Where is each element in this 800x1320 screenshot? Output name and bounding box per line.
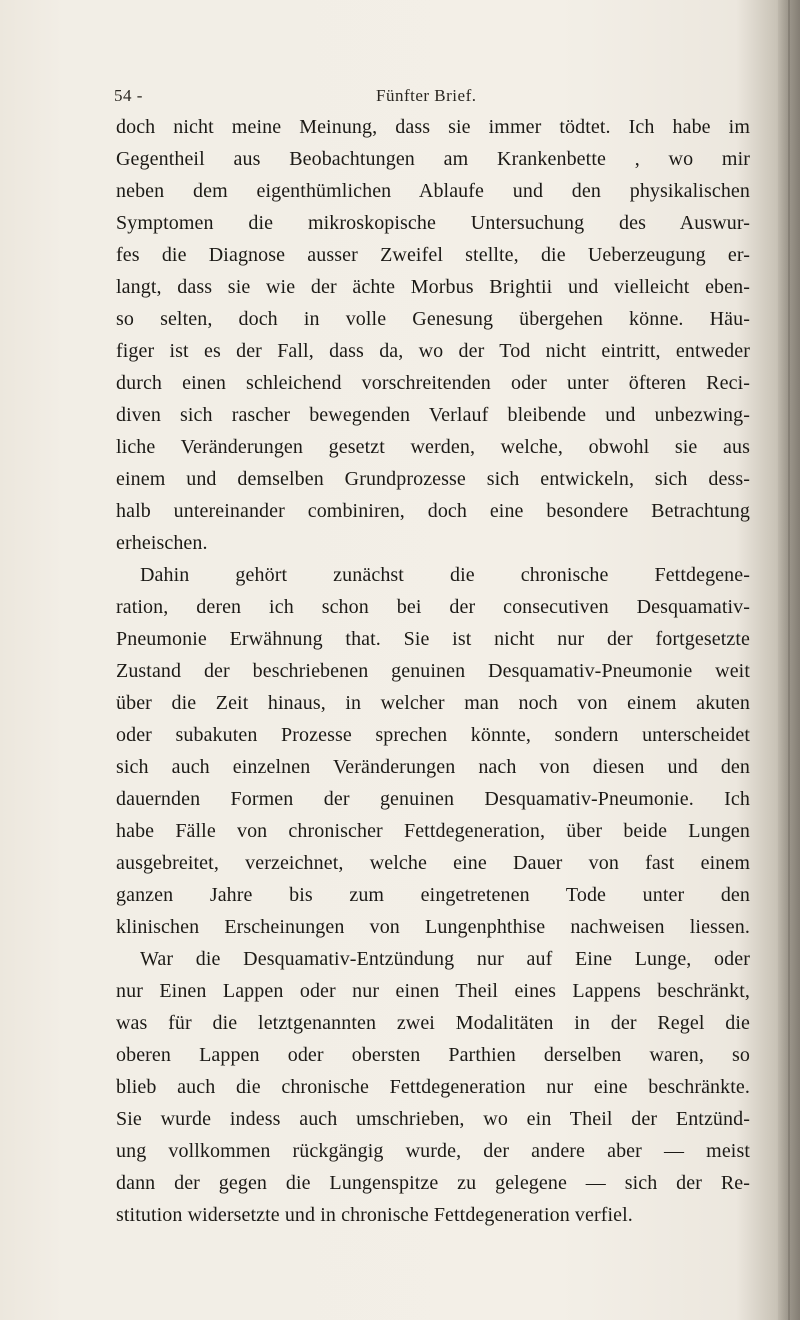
text-line: ausgebreitet, verzeichnet, welche eine Dauer von fast einem [116,852,750,874]
text-line: langt, dass sie wie der ächte Morbus Brightii und vielleicht eben- [116,276,750,298]
running-title: Fünfter Brief. [376,86,477,105]
page-edge [788,0,790,1320]
text-line: Dahin gehört zunächst die chronische Fettdegene- [140,564,750,586]
text-line: oder subakuten Prozesse sprechen könnte, sondern unterscheidet [116,724,750,746]
text-line: Sie wurde indess auch umschrieben, wo ein Theil der Entzünd- [116,1108,750,1130]
text-line: Pneumonie Erwähnung that. Sie ist nicht nur der fortgesetzte [116,628,750,650]
text-line: fes die Diagnose ausser Zweifel stellte, die Ueberzeugung er- [116,244,750,266]
text-line: figer ist es der Fall, dass da, wo der Tod nicht eintritt, entweder [116,340,750,362]
text-line: halb untereinander combiniren, doch eine besondere Betrachtung [116,500,750,522]
text-line: dann der gegen die Lungenspitze zu gelegene — sich der Re- [116,1172,750,1194]
text-line: einem und demselben Grundprozesse sich entwickeln, sich dess- [116,468,750,490]
text-line: habe Fälle von chronischer Fettdegeneration, über beide Lungen [116,820,750,842]
text-line: über die Zeit hinaus, in welcher man noch von einem akuten [116,692,750,714]
text-line: ung vollkommen rückgängig wurde, der andere aber — meist [116,1140,750,1162]
text-line: oberen Lappen oder obersten Parthien derselben waren, so [116,1044,750,1066]
text-line: durch einen schleichend vorschreitenden oder unter öfteren Reci- [116,372,750,394]
text-line: sich auch einzelnen Veränderungen nach von diesen und den [116,756,750,778]
text-line: nur Einen Lappen oder nur einen Theil eines Lappens beschränkt, [116,980,750,1002]
text-line: War die Desquamativ-Entzündung nur auf Eine Lunge, oder [140,948,750,970]
text-line: ganzen Jahre bis zum eingetretenen Tode unter den [116,884,750,906]
text-line: erheischen. [116,532,208,554]
text-line: Symptomen die mikroskopische Untersuchung des Auswur- [116,212,750,234]
text-line: neben dem eigenthümlichen Ablaufe und den physikalischen [116,180,750,202]
text-line: dauernden Formen der genuinen Desquamativ-Pneumonie. Ich [116,788,750,810]
text-line: blieb auch die chronische Fettdegeneration nur eine beschränkte. [116,1076,750,1098]
text-line: so selten, doch in volle Genesung übergehen könne. Häu- [116,308,750,330]
text-line: klinischen Erscheinungen von Lungenphthise nachweisen liessen. [116,916,750,938]
text-line: liche Veränderungen gesetzt werden, welche, obwohl sie aus [116,436,750,458]
text-line: was für die letztgenannten zwei Modalitäten in der Regel die [116,1012,750,1034]
text-line: Gegentheil aus Beobachtungen am Krankenbette , wo mir [116,148,750,170]
text-line: diven sich rascher bewegenden Verlauf bleibende und unbezwing- [116,404,750,426]
text-line: Zustand der beschriebenen genuinen Desquamativ-Pneumonie weit [116,660,750,682]
text-line: ration, deren ich schon bei der consecutiven Desquamativ- [116,596,750,618]
page-number: 54 - [114,86,143,105]
body-text [116,111,750,1231]
text-line: doch nicht meine Meinung, dass sie immer tödtet. Ich habe im [116,116,750,138]
text-line: stitution widersetzte und in chronische Fettdegeneration verfiel. [116,1204,633,1226]
